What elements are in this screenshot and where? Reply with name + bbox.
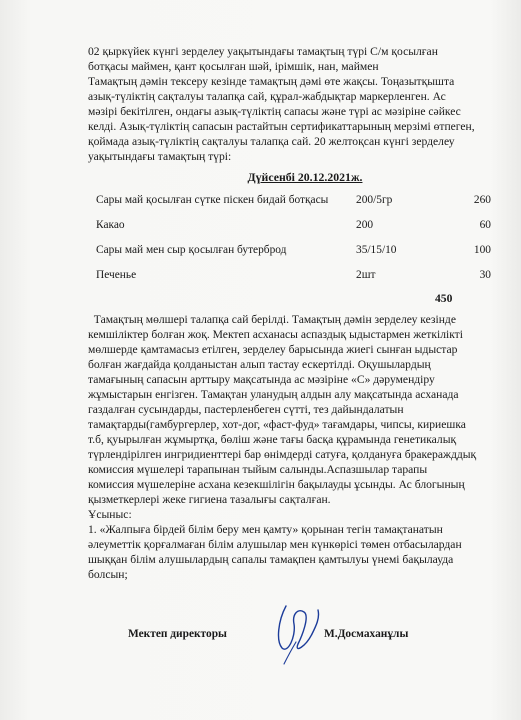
body-line: мөлшерде қамтамасыз етілген, зерделеу барысында жиегі сынған ыдыстар — [88, 343, 458, 356]
intro-line: ботқасы маймен, қант қосылған шәй, ірімшік, нан, маймен — [88, 60, 379, 73]
menu-date-title: Дүйсенбі 20.12.2021ж. — [247, 170, 363, 184]
intro-line: мәзірі бекітілген, ондағы азық-түліктің сапасы және түрі ас мәзіріне сәйкес — [88, 105, 461, 118]
menu-table — [96, 193, 491, 293]
menu-total: 450 — [435, 292, 453, 305]
menu-item-name: Сары май қосылған сүтке піскен бидай ботқасы — [96, 194, 329, 206]
body-line: комиссия мүшелеріне асхана кезекшілігін бақылауды ұсынды. Ас блогының — [88, 478, 465, 491]
menu-item-kcal: 60 — [479, 219, 491, 231]
body-line: 1. «Жалпыға бірдей білім беру мен қамту» қорынан тегін тамақтанатын — [88, 523, 443, 536]
signatory-name: М.Досмаханұлы — [324, 628, 409, 640]
body-line: түрлендірілген ингридиенттері бар өнімдерді сатуға, қолдануға бракеражддық — [88, 448, 477, 461]
menu-item-portion: 2шт — [356, 269, 376, 281]
menu-item-portion: 200/5гр — [356, 194, 393, 206]
body-line: тамағының сапасын арттыру мақсатында ас мәзіріне «С» дәрумендіру — [88, 373, 435, 386]
menu-item-portion: 200 — [356, 219, 374, 231]
intro-line: азық-түліктің сақталуы талапқа сай, құрал-жабдықтар маркерленген. Ас — [88, 90, 446, 103]
menu-item-kcal: 260 — [473, 194, 491, 206]
body-line: әлеуметтік қорғалмаған білім алушылар мен күнкөрісі төмен отбасылардан — [88, 538, 462, 551]
signatory-role: Мектеп директоры — [128, 628, 227, 640]
document-content — [88, 44, 508, 582]
menu-item-portion: 35/15/10 — [356, 244, 397, 256]
intro-line: уақытындағы тамақтың түрі: — [88, 150, 232, 163]
body-line: комиссия мүшелері тарапынан тыйым салынды.Аспазшылар тарапы — [88, 463, 428, 476]
menu-item-name: Какао — [96, 219, 125, 231]
signature-row — [128, 628, 458, 654]
menu-item-kcal: 100 — [473, 244, 491, 256]
body-line: газдалған сусындарды, пастерленбеген сүтті, тез дайындалатын — [88, 403, 404, 416]
menu-row — [96, 193, 491, 218]
body-line: шыққан білім алушылардың сапалы тамақпен қамтылуы үнемі бақылауда — [88, 553, 454, 566]
body-line: жұмыстарын енгізген. Тамақтан уланудың алдын алу мақсатында асханада — [88, 388, 459, 401]
body-line: кемшіліктер болған жоқ. Мектеп асханасы аспаздық ыдыстармен жеткілікті — [88, 328, 463, 341]
body-line: болсын; — [88, 568, 128, 581]
intro-line: келді. Азық-түліктің сапасын растайтын сертификаттарының мерзімі өтпеген, — [88, 120, 475, 133]
menu-row — [96, 218, 491, 243]
intro-line: Тамақтың дәмін тексеру кезінде тамақтың дәмі өте жақсы. Тоңазытқышта — [88, 75, 455, 88]
recommendation-heading: Ұсыныс: — [88, 508, 132, 521]
body-line: Тамақтың мөлшері талапқа сай берілді. Тамақтың дәмін зерделеу кезінде — [88, 313, 456, 326]
body-line: т.б, қуырылған жұмыртқа, бөліш және тағы басқа құрамында генетикалық — [88, 433, 457, 446]
menu-row — [96, 268, 491, 293]
menu-row — [96, 243, 491, 268]
body-paragraph — [88, 312, 508, 582]
intro-line: қоймада азық-түліктің сақталуы талапқа сай. 20 желтоқсан күнгі зерделеу — [88, 135, 455, 148]
body-line: қызметкерлері жеке гигиена тазалығы сақталған. — [88, 493, 331, 506]
intro-paragraph — [88, 44, 508, 164]
menu-item-name: Сары май мен сыр қосылған бутерброд — [96, 244, 287, 256]
body-line: болған жағдайда қолданыстан алып тастау ескертілді. Оқушылардың — [88, 358, 431, 371]
body-line: тамақтарды(гамбургерлер, хот-дог, «фаст-фуд» тағамдары, чипсы, кириешка — [88, 418, 466, 431]
menu-item-name: Печенье — [96, 269, 137, 281]
menu-item-kcal: 30 — [479, 269, 491, 281]
intro-line: 02 қыркүйек күнгі зерделеу уақытындағы тамақтың түрі С/м қосылған — [88, 45, 438, 58]
